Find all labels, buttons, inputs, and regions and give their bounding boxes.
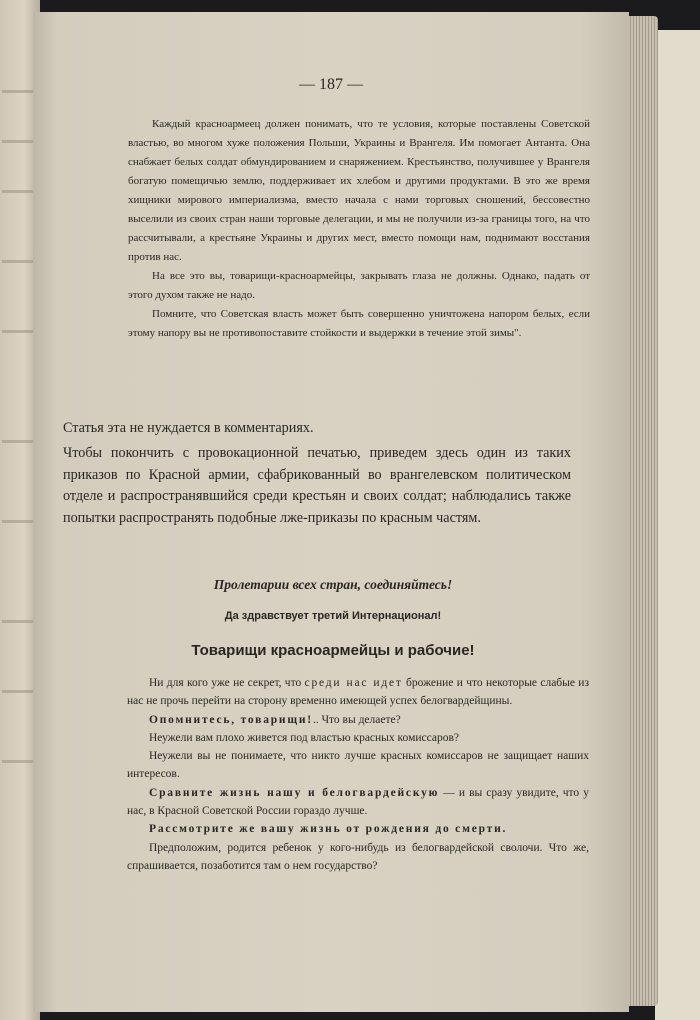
body-paragraph: Чтобы покончить с провокационной печатью, приведем здесь один из таких приказов по Красной армии, сфабрикованный во врангелевском политическом отделе и распространявшийся среди крестьян и своих солдат; наблюдались также попытки распространять подобные лже-приказы по красным частям. <box>63 445 571 526</box>
text-fragment <box>2 760 36 763</box>
leaflet-paragraph: Предположим, родится ребенок у кого-нибудь из белогвардейской сволочи. Что же, спрашивается, позаботится там о нем государство? <box>127 841 589 872</box>
text-fragment <box>2 690 36 693</box>
emphasized-text: Опомнитесь, товарищи! <box>149 713 313 726</box>
text-fragment <box>2 440 36 443</box>
quoted-text <box>128 115 590 343</box>
leaflet-text-run: брожение и что некоторые слабые из нас не прочь перейти на сторону временно имеющей успех белогвардейщины. <box>127 677 589 708</box>
leaflet-text-run: — и вы сразу увидите, что у нас, в Красной Советской России гораздо лучше. <box>127 786 589 818</box>
leaflet-paragraph <box>127 674 589 711</box>
body-paragraph: Статья эта не нуждается в комментариях. <box>63 420 314 436</box>
text-fragment <box>2 190 36 193</box>
leaflet-paragraph: Неужели вам плохо живется под властью красных комиссаров? <box>149 731 459 744</box>
text-fragment <box>2 620 36 623</box>
leaflet-text-run: Ни для кого уже не секрет, что <box>149 677 305 689</box>
page-number: — 187 — <box>299 76 363 93</box>
leaflet-text-run: .. Что вы делаете? <box>312 713 401 726</box>
quote-paragraph: Помните, что Советская власть может быть совершенно уничтожена напором белых, если этому напору вы не противопоставите стойкости и выдержки в течение этой зимы". <box>128 308 590 339</box>
emphasized-text: Сравните жизнь нашу и белогвардейскую <box>149 786 440 799</box>
text-fragment <box>2 520 36 523</box>
cheer-line: Да здравствует третий Интернационал! <box>224 610 442 622</box>
leaflet-text <box>127 674 589 875</box>
leaflet-paragraph: Неужели вы не понимаете, что никто лучше красных комиссаров не защищает наших интересов. <box>127 750 589 781</box>
text-fragment <box>2 330 36 333</box>
quote-paragraph: Каждый красноармеец должен понимать, что те условия, которые поставлены Советской властью, во многом хуже положения Польши, Украины и Врангеля. Им помогает Антанта. Она снабжает белых солдат обмундированием и снаряжением. Крестьянство, получившее у Врангеля богатую помещичью землю, поддерживает их хлебом и другими продуктами. В это же время хищники мирового империализма, вместо начала с нами торговых сношений, бессовестно выселили из своих стран наши торговые делегации, и мы не получили из-за границы того, на что рассчитывали, а крестьяне Украины и других мест, вместо помощи нам, поднимают восстания против нас. <box>128 118 590 263</box>
leaflet-paragraph <box>127 784 589 821</box>
slogan: Пролетарии всех стран, соединяйтесь! <box>213 577 453 592</box>
emphasized-text: среди нас идет <box>304 677 403 689</box>
text-fragment <box>2 260 36 263</box>
text-fragment <box>2 140 36 143</box>
leaflet-paragraph: Рассмотрите же вашу жизнь от рождения до смерти. <box>149 823 508 836</box>
book-page <box>33 12 629 1012</box>
quote-paragraph: На все это вы, товарищи-красноармейцы, закрывать глаза не должны. Однако, падать от этого духом также не надо. <box>128 270 590 301</box>
leaflet-paragraph <box>127 711 589 729</box>
leaflet-heading: Товарищи красноармейцы и рабочие! <box>191 642 475 659</box>
text-fragment <box>2 90 36 93</box>
book-cover-edge <box>655 30 700 1020</box>
